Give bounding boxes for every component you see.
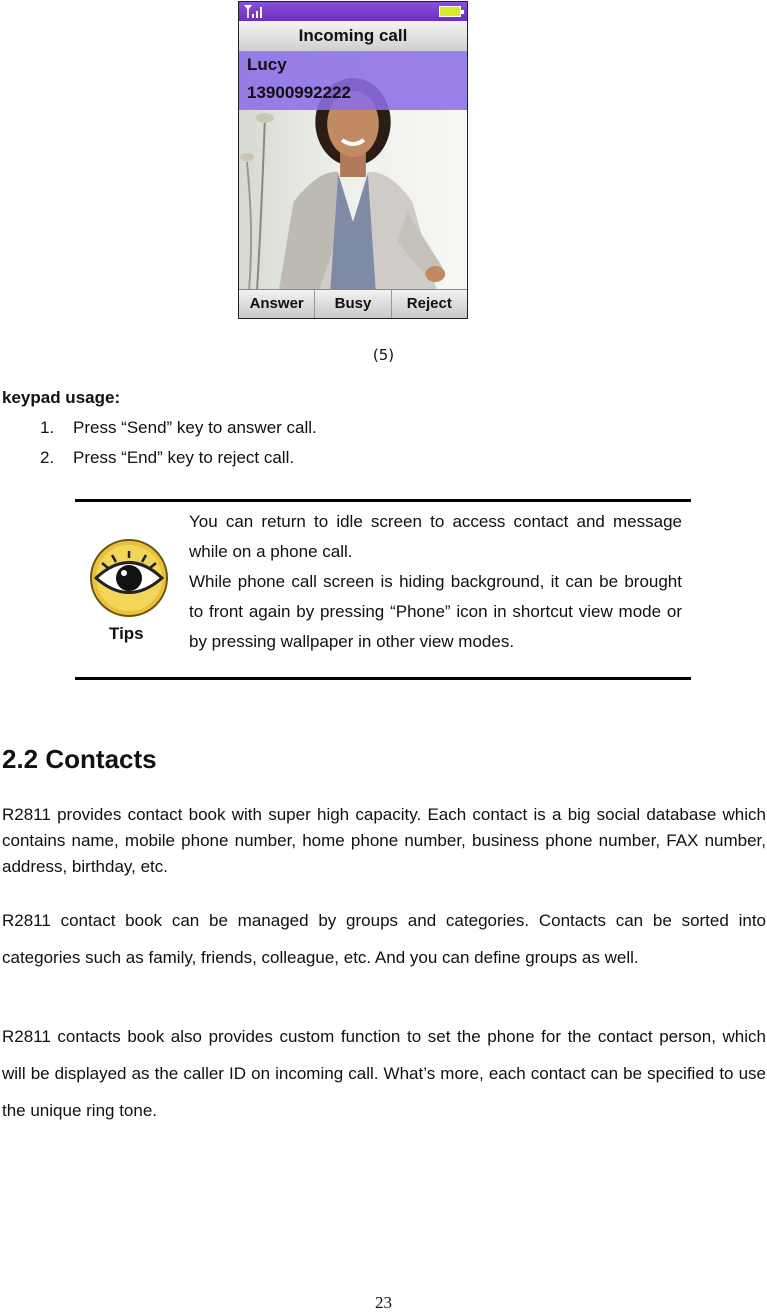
status-bar: [239, 2, 467, 21]
step-text: Press “Send” key to answer call.: [73, 418, 317, 437]
battery-icon: [439, 6, 461, 17]
signal-icon: [243, 4, 265, 19]
page-number: 23: [375, 1293, 392, 1312]
keypad-step: [40, 448, 294, 468]
tips-box: [75, 499, 691, 680]
reject-softkey[interactable]: Reject: [391, 290, 467, 318]
screen-title: Incoming call: [239, 21, 467, 52]
step-number: 2.: [40, 448, 55, 467]
step-text: Press “End” key to reject call.: [73, 448, 295, 467]
busy-softkey[interactable]: Busy: [314, 290, 390, 318]
incoming-call-screenshot: [238, 1, 468, 319]
tips-paragraph: While phone call screen is hiding background, it can be brought to front again by pressing “Phone” icon in shortcut view mode or by pressing wallpaper in other view modes.: [189, 572, 682, 651]
tips-paragraph: You can return to idle screen to access contact and message while on a phone call.: [189, 512, 682, 561]
section-paragraph: R2811 contact book can be managed by groups and categories. Contacts can be sorted into categories such as family, friends, colleague, etc. And you can define groups as well.: [2, 911, 766, 967]
softkey-bar: [239, 289, 467, 318]
section-paragraph: R2811 contacts book also provides custom function to set the phone for the contact person, which will be displayed as the caller ID on incoming call. What’s more, each contact can be specified to use the unique ring tone.: [2, 1027, 766, 1120]
keypad-usage-heading: keypad usage:: [2, 388, 121, 407]
tips-label: Tips: [109, 624, 144, 643]
section-paragraph: R2811 provides contact book with super high capacity. Each contact is a big social database which contains name, mobile phone number, home phone number, business phone number, FAX number, address, birthday, etc.: [2, 805, 766, 876]
figure-caption: (5): [372, 346, 395, 364]
caller-number: 13900992222: [247, 83, 352, 102]
eye-icon: [88, 537, 170, 619]
step-number: 1.: [40, 418, 55, 437]
tips-text: [189, 507, 682, 657]
answer-softkey[interactable]: Answer: [249, 295, 304, 312]
section-title: 2.2 Contacts: [2, 744, 157, 774]
caller-name: Lucy: [247, 55, 287, 74]
keypad-step: [40, 418, 317, 438]
